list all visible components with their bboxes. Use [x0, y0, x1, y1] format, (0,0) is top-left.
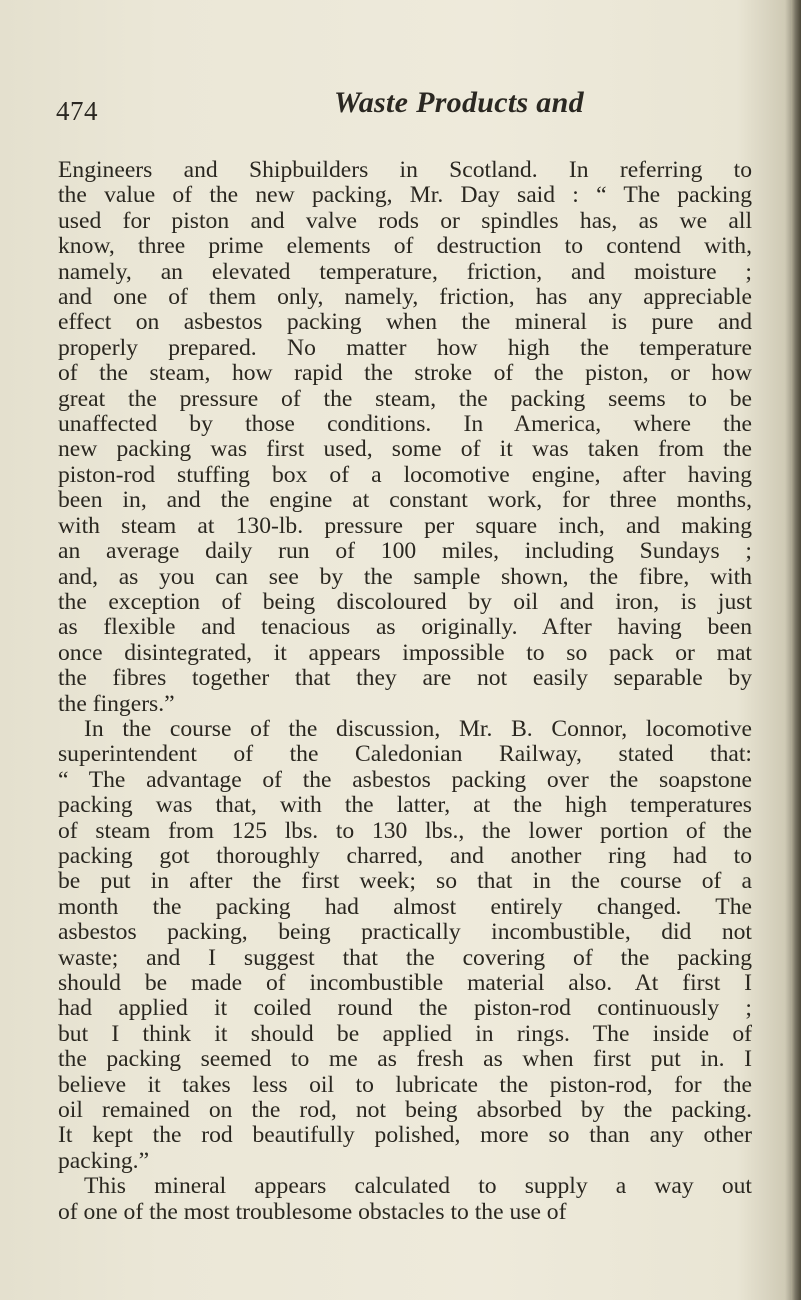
text-line: waste; and I suggest that the covering of the packing	[58, 944, 752, 971]
text-line: piston-rod stuffing box of a locomotive engine, after having	[58, 461, 752, 488]
text-line: packing.”	[58, 1147, 150, 1174]
text-line: packing got thoroughly charred, and another ring had to	[58, 842, 752, 869]
page-spine-shadow	[791, 0, 801, 1300]
page-number: 474	[56, 96, 98, 126]
text-line: great the pressure of the steam, the packing seems to be	[58, 385, 752, 412]
text-line: In the course of the discussion, Mr. B. Connor, locomotive	[84, 715, 752, 742]
text-line: but I think it should be applied in rings. The inside of	[58, 1020, 752, 1047]
text-line: “ The advantage of the asbestos packing over the soapstone	[58, 766, 752, 793]
text-line: new packing was first used, some of it was taken from the	[58, 436, 752, 463]
text-line: namely, an elevated temperature, friction, and moisture ;	[58, 258, 752, 285]
text-line: with steam at 130-lb. pressure per square inch, and making	[58, 512, 752, 539]
text-line: Engineers and Shipbuilders in Scotland. In referring to	[58, 157, 752, 183]
body-text	[58, 158, 752, 1225]
text-line: an average daily run of 100 miles, including Sundays ;	[58, 538, 752, 565]
text-line: the fingers.”	[58, 690, 175, 717]
text-line: of the steam, how rapid the stroke of the piston, or how	[58, 360, 752, 387]
text-line: This mineral appears calculated to supply a way out	[84, 1173, 752, 1200]
text-line: oil remained on the rod, not being absorbed by the packing.	[58, 1097, 752, 1124]
text-line: should be made of incombustible material also. At first I	[58, 970, 752, 996]
paragraph	[58, 717, 752, 1174]
text-line: of steam from 125 lbs. to 130 lbs., the lower portion of the	[58, 817, 752, 844]
running-title: Waste Products and	[334, 86, 584, 119]
paragraph	[58, 158, 752, 717]
text-line: know, three prime elements of destruction to contend with,	[58, 233, 752, 260]
text-line: effect on asbestos packing when the mineral is pure and	[58, 309, 752, 336]
text-line: used for piston and valve rods or spindles has, as we all	[58, 207, 752, 234]
text-line: had applied it coiled round the piston-rod continuously ;	[58, 995, 752, 1022]
text-line: the exception of being discoloured by oil and iron, is just	[58, 588, 752, 615]
text-line: the fibres together that they are not easily separable by	[58, 665, 752, 692]
text-line: the packing seemed to me as fresh as when first put in. I	[58, 1046, 752, 1073]
text-line: properly prepared. No matter how high the temperature	[58, 334, 752, 361]
text-line: be put in after the first week; so that in the course of a	[58, 868, 752, 895]
text-line: of one of the most troublesome obstacles to the use of	[58, 1198, 567, 1225]
text-line: packing was that, with the latter, at the high temperatures	[58, 792, 752, 819]
text-line: once disintegrated, it appears impossible to so pack or mat	[58, 639, 752, 666]
page-header	[56, 74, 756, 134]
text-line: been in, and the engine at constant work, for three months,	[58, 487, 752, 514]
text-line: the value of the new packing, Mr. Day said : “ The packing	[58, 182, 752, 209]
text-line: and one of them only, namely, friction, has any appreciable	[58, 284, 752, 311]
text-line: month the packing had almost entirely changed. The	[58, 893, 752, 920]
text-line: unaffected by those conditions. In America, where the	[58, 411, 752, 438]
text-line: believe it takes less oil to lubricate the piston-rod, for the	[58, 1071, 752, 1098]
text-line: as flexible and tenacious as originally. After having been	[58, 614, 752, 641]
text-line: and, as you can see by the sample shown, the fibre, with	[58, 563, 752, 590]
paragraph	[58, 1174, 752, 1225]
text-line: It kept the rod beautifully polished, more so than any other	[58, 1122, 752, 1149]
text-line: superintendent of the Caledonian Railway, stated that:	[58, 741, 752, 768]
text-line: asbestos packing, being practically incombustible, did not	[58, 919, 752, 946]
